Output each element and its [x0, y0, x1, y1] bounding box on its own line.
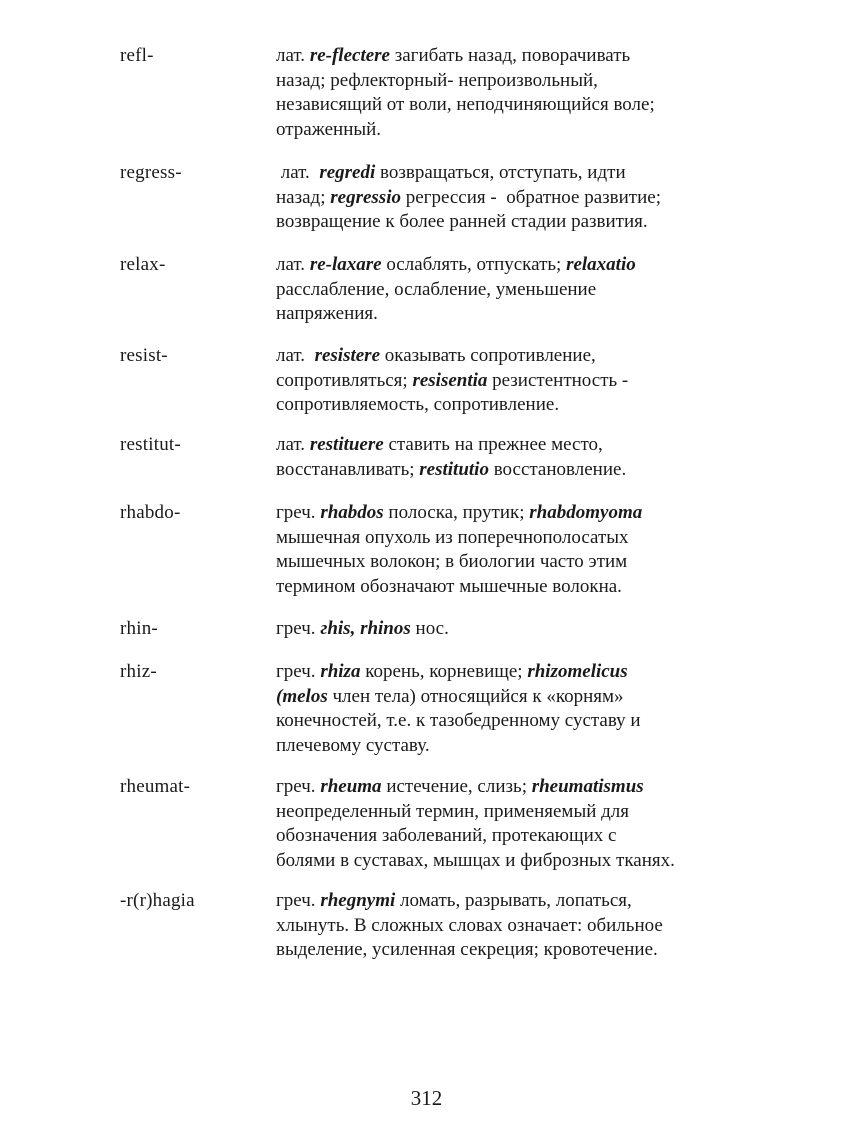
definition-text: истечение, слизь; [381, 776, 532, 797]
latin-greek-term: re-laxare [309, 254, 382, 275]
latin-greek-term: re-flectere [309, 45, 390, 66]
definition-text: лат. [276, 45, 310, 66]
definition-text: мышечная опухоль из поперечнополосатых [276, 526, 629, 548]
entry-term: -r(r)hagia [120, 890, 195, 911]
entry-definition [276, 889, 730, 963]
definition-text: полоска, прутик; [383, 502, 530, 523]
definition-line [276, 617, 730, 642]
definition-text: возвращение к более ранней стадии развития. [276, 211, 648, 232]
dictionary-entry [120, 161, 730, 235]
definition-line [276, 550, 730, 575]
latin-greek-term: rhabdomyoma [529, 502, 643, 523]
dictionary-entry [120, 501, 730, 599]
definition-text: лат. [276, 254, 310, 275]
entry-term: restitut- [120, 434, 181, 455]
definition-line [276, 186, 730, 211]
definition-text: мышечных волокон; в биологии часто этим [276, 551, 628, 572]
definition-text: корень, корневище; [360, 661, 528, 682]
dictionary-entry [120, 617, 730, 642]
definition-text: оказывать сопротивление, [380, 345, 596, 366]
definition-line [276, 344, 730, 369]
definition-text: ослаблять, отпускать; [381, 254, 567, 275]
latin-greek-term: resisentia [412, 369, 488, 391]
definition-text: назад; рефлекторный- непроизвольный, [276, 69, 598, 91]
definition-line [276, 253, 730, 278]
definition-text: плечевому суставу. [276, 734, 430, 756]
latin-greek-term: restituere [309, 434, 384, 455]
definition-text: конечностей, т.е. к тазобедренному суставу и [276, 710, 641, 731]
definition-line [276, 302, 730, 327]
definition-line [276, 161, 730, 186]
entry-definition [276, 775, 730, 873]
latin-greek-term: rheumatismus [531, 776, 644, 797]
definition-line [276, 433, 730, 458]
definition-text: лат. [276, 162, 320, 183]
definition-text: расслабление, ослабление, уменьшение [276, 278, 597, 300]
definition-line [276, 118, 730, 143]
entry-definition [276, 433, 730, 482]
definition-text: ставить на прежнее место, [383, 434, 603, 455]
definition-line [276, 734, 730, 759]
latin-greek-term: rhiza [320, 661, 361, 682]
latin-greek-term: relaxatio [566, 254, 636, 275]
entry-definition [276, 660, 730, 758]
dictionary-entry [120, 889, 730, 963]
dictionary-entry [120, 433, 730, 482]
definition-line [276, 278, 730, 303]
entry-term: rhiz- [120, 661, 157, 682]
definition-text: хлынуть. В сложных словах означает: обильное [276, 914, 663, 936]
definition-line [276, 800, 730, 825]
entry-term: rhin- [120, 618, 158, 639]
entry-term: resist- [120, 345, 168, 366]
definition-text: ломать, разрывать, лопаться, [395, 890, 632, 911]
entry-term: rhabdo- [120, 502, 181, 523]
definition-text: напряжения. [276, 303, 378, 324]
definition-text: резистентность - [487, 369, 629, 391]
definition-text: сопротивляемость, сопротивление. [276, 394, 560, 415]
definition-text: обозначения заболеваний, протекающих с [276, 825, 617, 846]
definition-line [276, 775, 730, 800]
definition-text: выделение, усиленная секреция; кровотечение. [276, 939, 658, 960]
definition-line [276, 526, 730, 551]
definition-line [276, 44, 730, 69]
definition-line [276, 685, 730, 710]
definition-text: восстанавливать; [276, 458, 420, 480]
entry-term: relax- [120, 254, 166, 275]
definition-line [276, 93, 730, 118]
definition-text: отраженный. [276, 118, 382, 140]
definition-line [276, 889, 730, 914]
entry-definition [276, 253, 730, 327]
definition-text: болями в суставах, мышцах и фиброзных тканях. [276, 849, 675, 871]
definition-text: лат. [276, 345, 315, 366]
definition-text: восстановление. [488, 458, 627, 480]
definition-text: сопротивляться; [276, 369, 413, 391]
dictionary-entry [120, 660, 730, 758]
definition-line [276, 210, 730, 235]
latin-greek-term: rhabdos [320, 502, 384, 523]
definition-line [276, 575, 730, 600]
dictionary-entry [120, 775, 730, 873]
latin-greek-term: гhis, rhinos [320, 618, 411, 639]
definition-line [276, 69, 730, 94]
latin-greek-term: restitutio [419, 458, 489, 480]
entry-term: rheumat- [120, 776, 191, 797]
latin-greek-term: rhizomelicus [527, 661, 628, 682]
latin-greek-term: regressio [330, 186, 401, 208]
entry-definition [276, 44, 730, 142]
definition-line [276, 501, 730, 526]
definition-text: нос. [410, 618, 449, 639]
definition-line [276, 393, 730, 418]
latin-greek-term: resistere [314, 345, 380, 366]
definition-text: неопределенный термин, применяемый для [276, 800, 630, 822]
entry-term: refl- [120, 45, 154, 66]
definition-text: регрессия - обратное развитие; [400, 186, 661, 208]
dictionary-entry [120, 344, 730, 418]
definition-text: греч. [276, 890, 321, 911]
latin-greek-term: (melos [276, 685, 328, 707]
definition-text: греч. [276, 618, 321, 639]
definition-text: греч. [276, 502, 321, 523]
definition-line [276, 369, 730, 394]
latin-greek-term: regredi [319, 162, 376, 183]
definition-line [276, 458, 730, 483]
latin-greek-term: rheuma [320, 776, 382, 797]
definition-text: возвращаться, отступать, идти [375, 162, 626, 183]
latin-greek-term: rhegnymi [320, 890, 396, 911]
definition-line [276, 914, 730, 939]
entry-term: regress- [120, 162, 182, 183]
dictionary-entry [120, 253, 730, 327]
definition-text: загибать назад, поворачивать [389, 45, 631, 66]
entry-definition [276, 501, 730, 599]
definition-line [276, 938, 730, 963]
definition-text: лат. [276, 434, 310, 455]
definition-line [276, 709, 730, 734]
definition-text: греч. [276, 776, 321, 797]
definition-text: греч. [276, 661, 321, 682]
entry-definition [276, 344, 730, 418]
definition-text: термином обозначают мышечные волокна. [276, 575, 622, 597]
page-number: 312 [410, 1086, 443, 1110]
entry-definition [276, 161, 730, 235]
definition-text: независящий от воли, неподчиняющийся воле; [276, 94, 655, 115]
dictionary-entry [120, 44, 730, 142]
definition-line [276, 849, 730, 874]
definition-line [276, 824, 730, 849]
definition-text: назад; [276, 186, 331, 208]
definition-line [276, 660, 730, 685]
entry-definition [276, 617, 730, 642]
definition-text: член тела) относящийся к «корням» [327, 685, 624, 707]
